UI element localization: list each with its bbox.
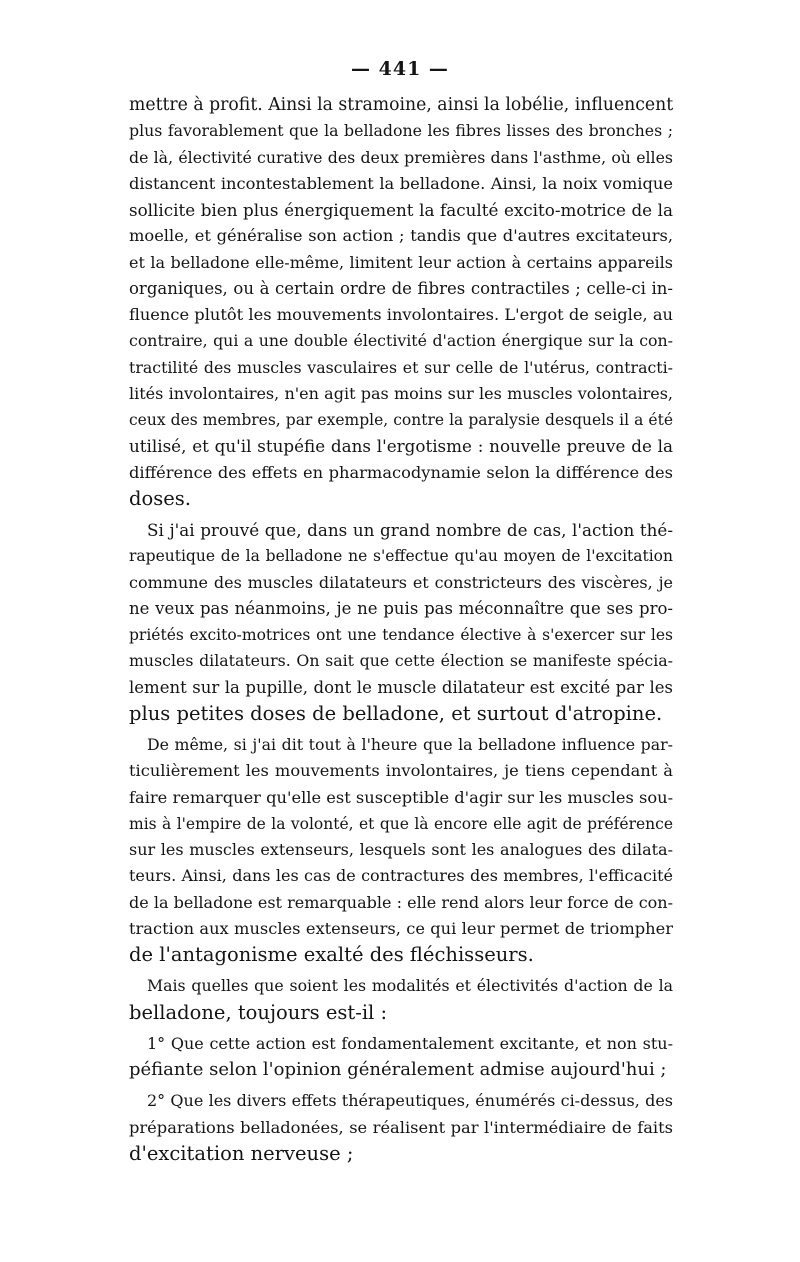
text-line: d'excitation nerveuse ; [129,1141,354,1165]
text-line: belladone, toujours est-il : [129,1000,388,1024]
paragraph [129,1031,673,1084]
text-line: de là, électivité curative des deux premières dans l'asthme, où elles [129,147,673,167]
text-line: lement sur la pupille, dont le muscle dilatateur est excité par les [129,677,673,697]
text-line: différence des effets en pharmacodynamie selon la différence des [129,462,673,482]
text-line: lités involontaires, n'en agit pas moins sur les muscles volontaires, [129,383,673,403]
text-line: teurs. Ainsi, dans les cas de contractures des membres, l'efficacité [129,866,673,886]
text-line: muscles dilatateurs. On sait que cette élection se manifeste spécia- [129,651,673,671]
text-line: priétés excito-motrices ont une tendance élective à s'exercer sur les [129,626,673,644]
text-line: ticulièrement les mouvements involontaires, je tiens cependant à [129,761,673,781]
text-line: 1° Que cette action est fondamentalement excitante, et non stu- [147,1033,673,1053]
text-line: mettre à profit. Ainsi la stramoine, ainsi la lobélie, influencent [129,95,674,115]
text-line: de l'antagonisme exalté des fléchisseurs. [129,943,534,966]
paragraph [129,973,673,1026]
text-line: faire remarquer qu'elle est susceptible d'agir sur les muscles sou- [129,787,674,807]
text-line: De même, si j'ai dit tout à l'heure que la belladone influence par- [147,735,673,754]
page-number: — 441 — [351,58,449,80]
text-line: Mais quelles que soient les modalités et électivités d'action de la [147,976,673,996]
text-line: distancent incontestablement la belladone. Ainsi, la noix vomique [129,173,673,193]
text-line: plus petites doses de belladone, et surtout d'atropine. [129,701,663,725]
text-line: tractilité des muscles vasculaires et sur celle de l'utérus, contracti- [129,357,673,377]
text-line: ceux des membres, par exemple, contre la paralysie desquels il a été [129,411,673,429]
text-line: mis à l'empire de la volonté, et que là encore elle agit de préférence [129,814,673,833]
paragraph [129,517,673,727]
text-line: de la belladone est remarquable : elle rend alors leur force de con- [129,892,673,912]
text-line: moelle, et généralise son action ; tandis que d'autres excitateurs, [129,226,673,246]
text-line: et la belladone elle-même, limitent leur action à certains appareils [129,252,673,272]
text-line: utilisé, et qu'il stupéfie dans l'ergotisme : nouvelle preuve de la [129,436,673,457]
text-line: rapeutique de la belladone ne s'effectue qu'au moyen de l'excitation [129,547,673,566]
text-line: sur les muscles extenseurs, lesquels sont les analogues des dilata- [129,840,673,859]
text-line: doses. [129,486,191,510]
text-line: commune des muscles dilatateurs et constricteurs des viscères, je [129,572,673,592]
text-line: préparations belladonées, se réalisent par l'intermédiaire de faits [129,1117,673,1137]
text-line: contraire, qui a une double électivité d'action énergique sur la con- [129,331,673,351]
text-line: fluence plutôt les mouvements involontaires. L'ergot de seigle, au [129,305,673,324]
text-line: ne veux pas néanmoins, je ne puis pas méconnaître que ses pro- [129,598,673,618]
text-line: Si j'ai prouvé que, dans un grand nombre de cas, l'action thé- [147,520,673,540]
text-line: 2° Que les divers effets thérapeutiques, énumérés ci-dessus, des [147,1091,673,1111]
body-text [129,92,673,1167]
text-line: plus favorablement que la belladone les fibres lisses des bronches ; [129,121,673,141]
text-line: traction aux muscles extenseurs, ce qui leur permet de triompher [129,918,673,938]
text-line: péfiante selon l'opinion généralement admise aujourd'hui ; [129,1059,667,1080]
paragraph [129,732,673,968]
paragraph [129,92,673,512]
text-line: sollicite bien plus énergiquement la faculté excito-motrice de la [129,200,673,220]
paragraph [129,1088,673,1167]
text-line: organiques, ou à certain ordre de fibres contractiles ; celle-ci in- [129,278,673,298]
